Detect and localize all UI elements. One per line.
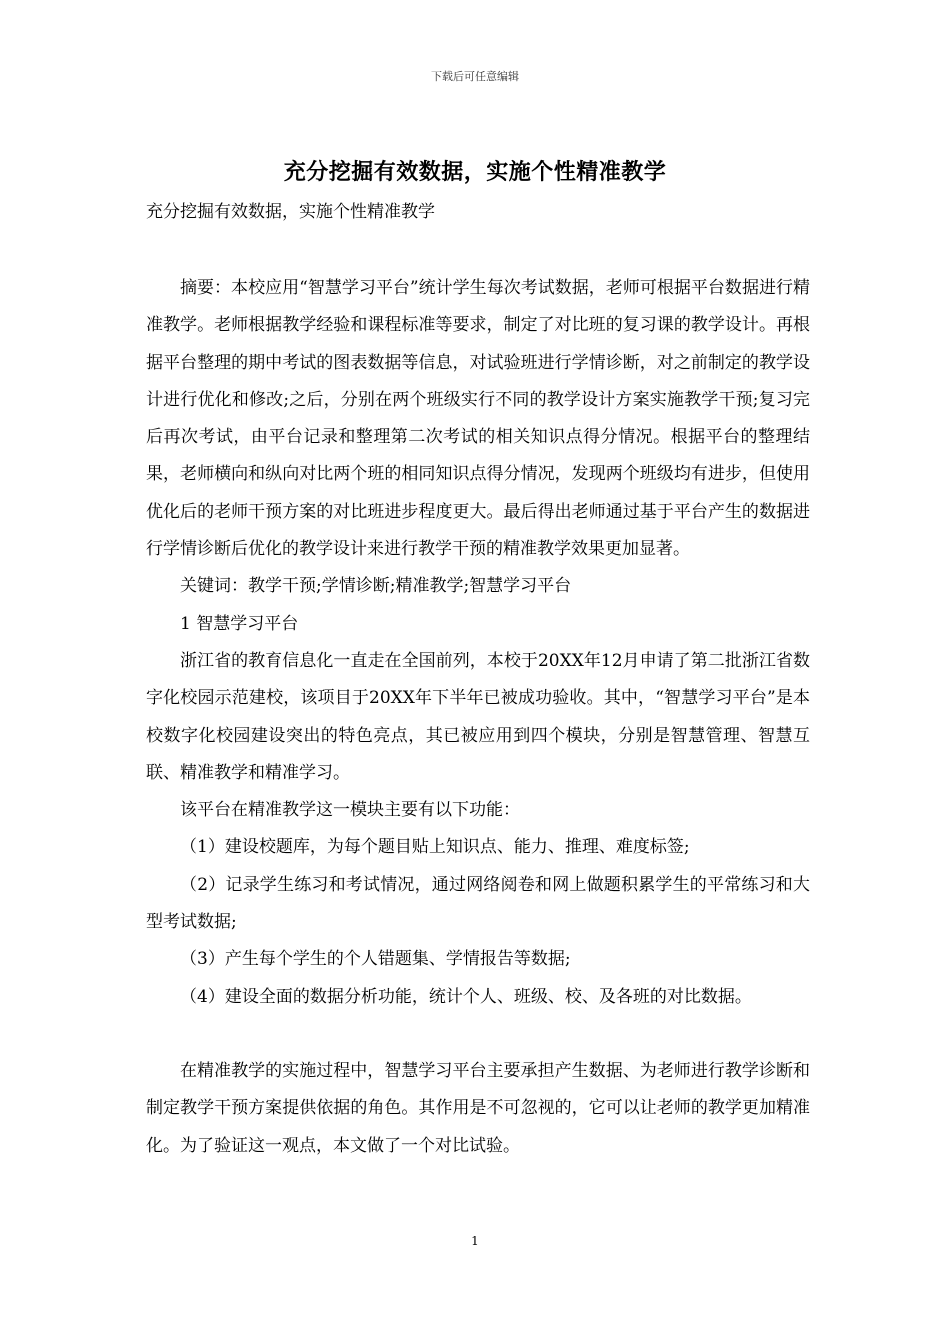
paragraph-spacer bbox=[146, 1016, 810, 1053]
page-number: 1 bbox=[471, 1234, 479, 1248]
list-item: （4）建设全面的数据分析功能，统计个人、班级、校、及各班的对比数据。 bbox=[180, 986, 752, 1007]
document-subtitle: 充分挖掘有效数据，实施个性精准教学 bbox=[146, 202, 435, 222]
body-paragraph: 浙江省的教育信息化一直走在全国前列，本校于20XX年12月申请了第二批浙江省数字化校园示范建校，该项目于20XX年下半年已被成功验收。其中，“智慧学习平台”是本校数字化校园建设突出的特色亮点，其已被应用到四个模块，分别是智慧管理、智慧互联、精准教学和精准学习。 bbox=[146, 650, 810, 783]
document-title: 充分挖掘有效数据，实施个性精准教学 bbox=[283, 159, 667, 185]
list-item: （2）记录学生练习和考试情况，通过网络阅卷和网上做题积累学生的平常练习和大型考试数据; bbox=[146, 874, 810, 933]
body-paragraph: 在精准教学的实施过程中，智慧学习平台主要承担产生数据、为老师进行教学诊断和制定教学干预方案提供依据的角色。其作用是不可忽视的，它可以让老师的教学更加精准化。为了验证这一观点，本文做了一个对比试验。 bbox=[146, 1060, 810, 1156]
section-heading: 1 智慧学习平台 bbox=[180, 613, 299, 634]
list-item: （3）产生每个学生的个人错题集、学情报告等数据; bbox=[180, 949, 571, 970]
body-paragraph: 该平台在精准教学这一模块主要有以下功能： bbox=[180, 800, 520, 821]
document-body bbox=[146, 270, 810, 1165]
list-item: （1）建设校题库，为每个题目贴上知识点、能力、推理、难度标签; bbox=[180, 837, 690, 858]
header-note: 下载后可任意编辑 bbox=[431, 70, 519, 83]
abstract-paragraph: 摘要：本校应用“智慧学习平台”统计学生每次考试数据，老师可根据平台数据进行精准教学。老师根据教学经验和课程标准等要求，制定了对比班的复习课的教学设计。再根据平台整理的期中考试的图表数据等信息，对试验班进行学情诊断，对之前制定的教学设计进行优化和修改;之后，分别在两个班级实行不同的教学设计方案实施教学干预;复习完后再次考试，由平台记录和整理第二次考试的相关知识点得分情况。根据平台的整理结果，老师横向和纵向对比两个班的相同知识点得分情况，发现两个班级均有进步，但使用优化后的老师干预方案的对比班进步程度更大。最后得出老师通过基于平台产生的数据进行学情诊断后优化的教学设计来进行教学干预的精准教学效果更加显著。 bbox=[146, 278, 810, 560]
keywords-paragraph: 关键词：教学干预;学情诊断;精准教学;智慧学习平台 bbox=[180, 576, 572, 597]
